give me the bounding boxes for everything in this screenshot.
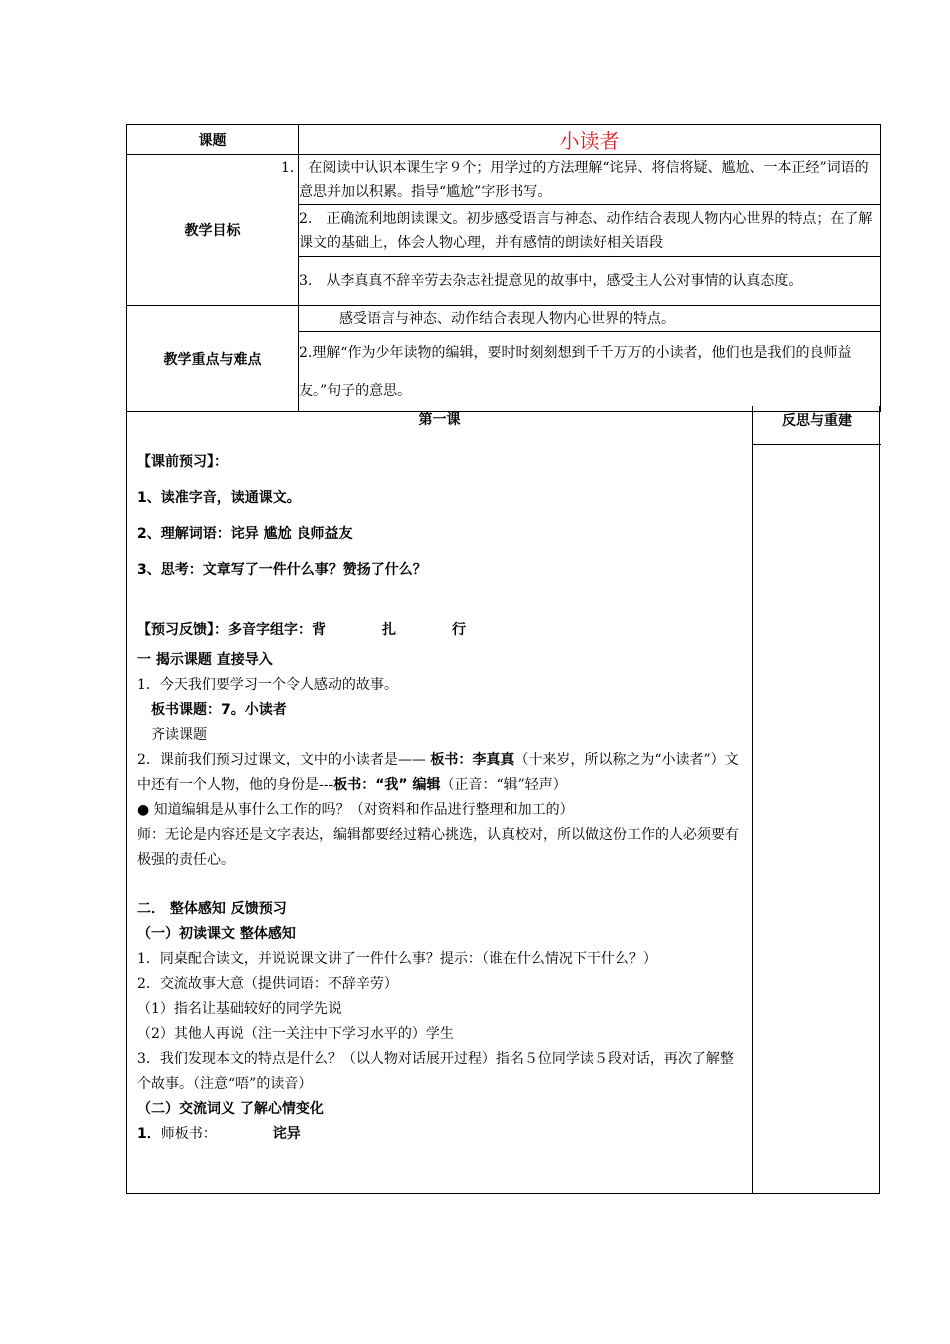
section-2-line-2: 2．交流故事大意（提供词语：不辞辛劳） [137,976,398,992]
goal-1: 1. 在阅读中认识本课生字９个；用学过的方法理解“诧异、将信将疑、尴尬、一本正经”词语的意思并加以积累。指导“尴尬”字形书写。 [299,155,881,205]
feedback-title: 【预习反馈】： [137,622,228,638]
feedback-line [137,612,745,648]
section-1-line-1: 1．今天我们要学习一个令人感动的故事。 [137,677,398,693]
lesson-plan-header-table [126,124,881,412]
bullet-icon: ● [137,802,150,818]
section-2-sub-1: （一）初读课文 整体感知 [137,926,296,942]
focus-2: 2.理解“作为少年读物的编辑，要时时刻刻想到千千万万的小读者，他们也是我们的良师益友。”句子的意思。 [299,332,881,412]
section-1-line-2: 板书课题：7。小读者 [151,702,287,718]
s2-l6c: 诧异 [272,1126,301,1142]
column-divider [752,406,753,1193]
preview-item-2: 2、理解词语：诧异 尴尬 良师益友 [137,526,353,542]
section-2-line-1: 1．同桌配合读文，并说说课文讲了一件什么事？提示：（谁在什么情况下干什么？） [137,951,657,967]
feedback-text: 多音字组字：背 [228,622,326,638]
s2-l6a: 1． [137,1126,161,1142]
goal-3: 3. 从李真真不辞辛劳去杂志社提意见的故事中，感受主人公对事情的认真态度。 [299,257,881,306]
section-2-line-4: （2）其他人再说（注一关注中下学习水平的）学生 [137,1026,454,1042]
section-2-title: 二． 整体感知 反馈预习 [137,901,287,917]
s2-l6b: 师板书： [160,1126,217,1142]
focus-1: 感受语言与神态、动作结合表现人物内心世界的特点。 [299,306,881,332]
focus-label: 教学重点与难点 [127,306,299,412]
goals-label: 教学目标 [127,155,299,306]
section-2-sub-2: （二）交流词义 了解心情变化 [137,1101,324,1117]
section-2-line-6 [137,1122,745,1147]
s1-l4b: 板书：李真真 [430,752,515,768]
topic-title: 小读者 [299,125,881,155]
s1-l4d: 板书：“我” 编辑 [333,777,441,793]
section-1-bullet [137,798,745,823]
feedback-word-2: 扎 [382,622,396,638]
preview-item-1: 1、读准字音，读通课文。 [137,490,301,506]
feedback-word-3: 行 [452,622,466,638]
section-1-line-3: 齐读课题 [151,727,207,743]
s1-l4c: （十来岁，所以称之为“小读者”）文中还有一个人物，他的身份是--- [137,752,739,793]
lesson-heading: 第一课 [418,412,461,428]
preview-title: 【课前预习】： [137,454,228,470]
lesson-content [137,444,745,1147]
spacer [137,588,745,612]
s1-l4a: 2．课前我们预习过课文，文中的小读者是—— [137,752,426,768]
topic-label: 课题 [127,125,299,155]
bullet-text: 知道编辑是从事什么工作的吗？（对资料和作品进行整理和加工的） [153,802,574,818]
goal-2: 2. 正确流利地朗读课文。初步感受语言与神态、动作结合表现人物内心世界的特点；在了解课文的基础上，体会人物心理，并有感情的朗读好相关语段 [299,205,881,257]
section-1-teacher: 师：无论是内容还是文字表达，编辑都要经过精心挑选，认真校对，所以做这份工作的人必须要有极强的责任心。 [137,827,739,868]
s1-l4e: （正音：“辑”轻声） [440,777,567,793]
reflection-heading: 反思与重建 [753,406,881,445]
section-1-line-4 [137,748,745,798]
section-2-line-5: 3．我们发现本文的特点是什么？（以人物对话展开过程）指名５位同学读５段对话，再次了解整个故事。（注意“唔”的读音） [137,1051,734,1092]
lesson-body-frame [126,406,880,1194]
section-1-title: 一 揭示课题 直接导入 [137,652,273,668]
preview-item-3: 3、思考：文章写了一件什么事？赞扬了什么？ [137,562,427,578]
section-2-line-3: （1）指名让基础较好的同学先说 [137,1001,342,1017]
spacer [137,873,745,897]
